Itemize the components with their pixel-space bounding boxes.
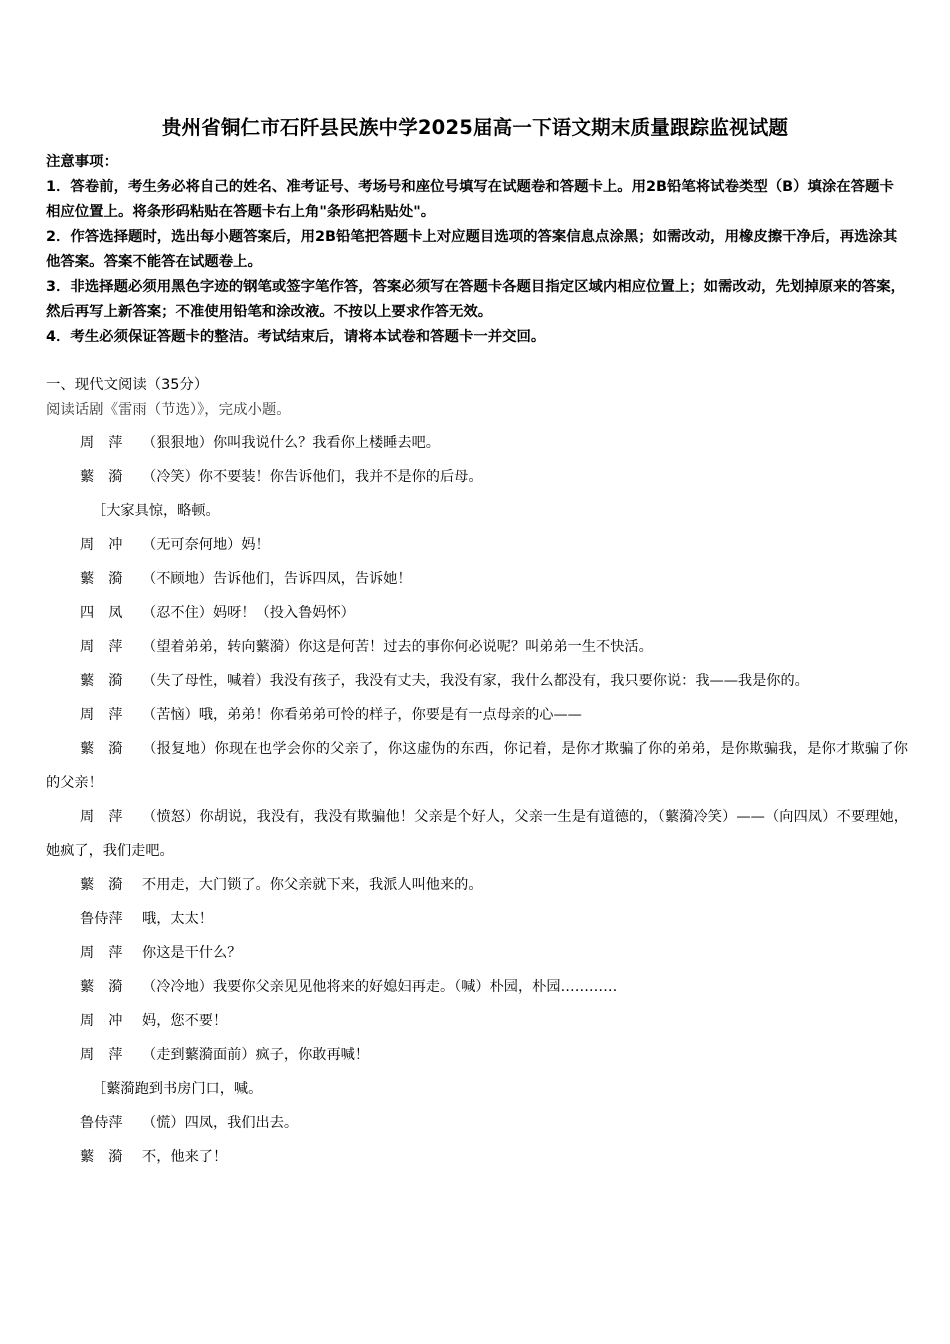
script-line (46, 800, 908, 868)
speaker-name: 周萍 (80, 639, 137, 655)
speaker-name: 蘩漪 (80, 877, 137, 893)
line-text: 你这是干什么？ (142, 945, 242, 961)
script-line (46, 868, 908, 902)
speaker-name: 周冲 (80, 1013, 137, 1029)
page-title: 贵州省铜仁市石阡县民族中学2025届高一下语文期末质量跟踪监视试题 (161, 116, 789, 139)
script-line (46, 630, 908, 664)
script-line (46, 664, 908, 698)
notice-item-1: 1．答卷前，考生务必将自己的姓名、准考证号、考场号和座位号填写在试题卷和答题卡上。用2B铅笔将试卷类型（B）填涂在答题卡相应位置上。将条形码粘贴在答题卡右上角"条形码粘贴处"。 (46, 179, 894, 220)
script-line (46, 1106, 908, 1140)
line-text: （望着弟弟，转向蘩漪）你这是何苦！过去的事你何必说呢？叫弟弟一生不快活。 (142, 639, 653, 655)
line-text: ［蘩漪跑到书房门口，喊。 (92, 1081, 263, 1097)
line-text: （报复地）你现在也学会你的父亲了，你这虚伪的东西，你记着，是你才欺骗了你的弟弟，是你欺骗我，是你才欺骗了你的父亲！ (46, 741, 908, 791)
speaker-name: 周萍 (80, 435, 137, 451)
speaker-name: 蘩漪 (80, 741, 137, 757)
section-intro: 阅读话剧《雷雨（节选）》，完成小题。 (46, 402, 291, 418)
script-line (46, 732, 908, 800)
speaker-name: 周冲 (80, 537, 137, 553)
speaker-name: 鲁侍萍 (80, 911, 123, 927)
speaker-name: 周萍 (80, 1047, 137, 1063)
speaker-name: 四凤 (80, 605, 137, 621)
script-line (46, 1004, 908, 1038)
stage-direction (46, 494, 908, 528)
speaker-name: 周萍 (80, 809, 137, 825)
line-text: 不用走，大门锁了。你父亲就下来，我派人叫他来的。 (142, 877, 483, 893)
notice-item-4: 4．考生必须保证答题卡的整洁。考试结束后，请将本试卷和答题卡一并交回。 (46, 329, 546, 345)
notice-item-2: 2．作答选择题时，选出每小题答案后，用2B铅笔把答题卡上对应题目选项的答案信息点涂黑；如需改动，用橡皮擦干净后，再选涂其他答案。答案不能答在试题卷上。 (46, 229, 898, 270)
line-text: （不顾地）告诉他们，告诉四凤，告诉她！ (142, 571, 412, 587)
line-text: ［大家具惊，略顿。 (92, 503, 220, 519)
line-text: （狠狠地）你叫我说什么？我看你上楼睡去吧。 (142, 435, 440, 451)
notice-heading: 注意事项： (46, 154, 118, 170)
speaker-name: 鲁侍萍 (80, 1115, 123, 1131)
line-text: （忍不住）妈呀！（投入鲁妈怀） (142, 605, 355, 621)
script-line (46, 596, 908, 630)
notice-item-3: 3．非选择题必须用黑色字迹的钢笔或签字笔作答，答案必须写在答题卡各题目指定区域内相应位置上；如需改动，先划掉原来的答案，然后再写上新答案；不准使用铅笔和涂改液。不按以上要求作答无效。 (46, 279, 906, 320)
speaker-name: 蘩漪 (80, 673, 137, 689)
speaker-name: 周萍 (80, 945, 137, 961)
script-line (46, 970, 908, 1004)
line-text: 哦，太太！ (142, 911, 213, 927)
speaker-name: 蘩漪 (80, 571, 137, 587)
line-text: （愤怒）你胡说，我没有，我没有欺骗他！父亲是个好人，父亲一生是有道德的，（蘩漪冷笑）——（向四凤）不要理她，她疯了，我们走吧。 (46, 809, 908, 859)
script-line (46, 698, 908, 732)
script-line (46, 902, 908, 936)
notice-block (46, 150, 908, 350)
speaker-name: 蘩漪 (80, 979, 137, 995)
line-text: 不，他来了！ (142, 1149, 228, 1165)
line-text: （走到蘩漪面前）疯子，你敢再喊！ (142, 1047, 370, 1063)
script-line (46, 562, 908, 596)
line-text: （冷笑）你不要装！你告诉他们，我并不是你的后母。 (142, 469, 483, 485)
line-text: （无可奈何地）妈！ (142, 537, 270, 553)
line-text: （苦恼）哦，弟弟！你看弟弟可怜的样子，你要是有一点母亲的心—— (142, 707, 582, 723)
line-text: （失了母性，喊着）我没有孩子，我没有丈夫，我没有家，我什么都没有，我只要你说：我——我是你的。 (142, 673, 809, 689)
script-line (46, 528, 908, 562)
stage-direction (46, 1072, 908, 1106)
script-line (46, 426, 908, 460)
speaker-name: 周萍 (80, 707, 137, 723)
script-line (46, 460, 908, 494)
script-line (46, 1038, 908, 1072)
speaker-name: 蘩漪 (80, 1149, 137, 1165)
script-excerpt (46, 426, 908, 1174)
script-line (46, 936, 908, 970)
speaker-name: 蘩漪 (80, 469, 137, 485)
line-text: （慌）四凤，我们出去。 (142, 1115, 299, 1131)
line-text: （冷冷地）我要你父亲见见他将来的好媳妇再走。（喊）朴园，朴园………… (142, 979, 618, 995)
script-line (46, 1140, 908, 1174)
section-heading: 一、现代文阅读（35分） (46, 377, 209, 393)
line-text: 妈，您不要！ (142, 1013, 228, 1029)
